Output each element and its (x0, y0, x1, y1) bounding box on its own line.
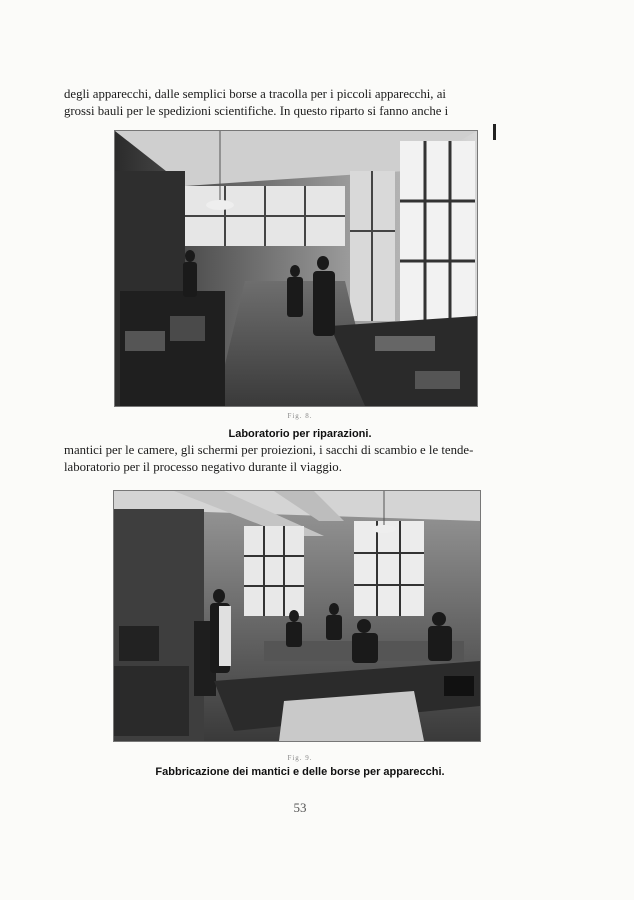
paragraph-top (64, 86, 526, 120)
repair-lab-photo (115, 131, 477, 406)
text-line: grossi bauli per le spedizioni scientifiche. In questo riparto si fanno anche i (64, 104, 449, 118)
bellows-workshop-photo (114, 491, 480, 741)
figure-8-photo (114, 130, 478, 407)
text-line: mantici per le camere, gli schermi per proiezioni, i sacchi di scambio e le tende- (64, 443, 474, 457)
figure-caption: Fabbricazione dei mantici e delle borse per apparecchi. (155, 766, 445, 778)
paragraph-middle (64, 442, 526, 476)
figure-caption: Laboratorio per riparazioni. (228, 428, 372, 440)
margin-mark (493, 124, 496, 140)
text-line: degli apparecchi, dalle semplici borse a tracolla per i piccoli apparecchi, ai (64, 87, 446, 101)
figure-9-photo (113, 490, 481, 742)
page-number: 53 (293, 800, 307, 815)
figure-number: Fig. 8. (287, 412, 313, 420)
text-line: laboratorio per il processo negativo durante il viaggio. (64, 460, 342, 474)
figure-number: Fig. 9. (287, 754, 313, 762)
